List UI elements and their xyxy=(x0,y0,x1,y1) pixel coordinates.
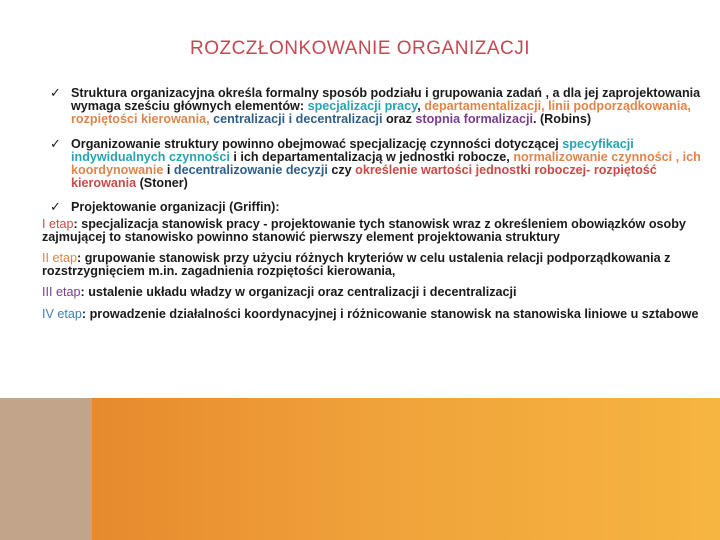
slide-title: ROZCZŁONKOWANIE ORGANIZACJI xyxy=(189,38,531,59)
stage-paragraph xyxy=(42,286,714,299)
slide-body xyxy=(42,87,714,321)
bullet-text-segment: Organizowanie struktury powinno obejmować specjalizację czynności dotyczącej xyxy=(71,136,563,151)
stage-text: : ustalenie układu władzy w organizacji oraz centralizacji i decentralizacji xyxy=(80,285,517,300)
stage-label: IV etap xyxy=(42,306,82,321)
footer-left-block xyxy=(0,398,92,540)
bullet-text-segment: czy xyxy=(327,163,356,178)
stage-text: : prowadzenie działalności koordynacyjnej i różnicowanie stanowisk na stanowiska liniowe u sztabowe xyxy=(81,306,699,321)
bullet-item xyxy=(42,201,714,214)
bullet-item xyxy=(42,135,714,191)
bullet-text-segment: decentralizowanie decyzji xyxy=(173,163,328,178)
bullet-text-segment: departamentalizacji, linii podporządkowania, rozpiętości kierowania, xyxy=(71,99,691,127)
stage-text: : grupowanie stanowisk przy użyciu różnych kryteriów w celu ustalenia relacji podporządkowania z rozstrzygnięciem m.in. zagadnienia rozpiętości kierowania, xyxy=(42,251,671,279)
bullet-text-segment: określenie wartości jednostki roboczej- rozpiętość kierowania xyxy=(71,163,657,191)
bullet-text-segment: (Stoner) xyxy=(136,176,188,191)
bullet-text-segment: i xyxy=(163,163,174,178)
stage-label: III etap xyxy=(42,285,81,300)
bullet-text-segment: normalizowanie czynności , ich koordynowanie xyxy=(71,149,701,178)
stage-paragraph xyxy=(42,218,714,244)
bullet-text-segment: i ich departamentalizacją w jednostki robocze, xyxy=(229,149,514,164)
bullet-text-segment: , xyxy=(417,99,425,114)
checkmark-icon: ✓ xyxy=(50,85,61,100)
bullet-text-segment: stopnia formalizacji xyxy=(415,112,533,127)
stage-paragraph xyxy=(42,252,714,278)
checkmark-icon: ✓ xyxy=(50,135,61,151)
checkmark-icon: ✓ xyxy=(50,199,61,215)
bullet-text-segment: Projektowanie organizacji (Griffin): xyxy=(71,200,280,215)
stage-label: I etap xyxy=(42,216,74,231)
stage-text: : specjalizacja stanowisk pracy - projektowanie tych stanowisk wraz z określeniem obowiązków osoby zajmującej to stanowisko powinno stanowić pierwszy element projektowania struktury xyxy=(42,216,686,244)
bullet-text-segment: specyfikacji indywidualnych czynności xyxy=(71,136,634,164)
bullet-item xyxy=(42,87,714,127)
bullet-text-segment: centralizacji i decentralizacji xyxy=(209,112,383,127)
bullet-list xyxy=(42,87,714,215)
bullet-text-segment: specjalizacji pracy xyxy=(307,99,418,114)
footer-right-block xyxy=(92,398,720,540)
stage-label: II etap xyxy=(42,251,78,266)
bullet-text-segment: oraz xyxy=(382,112,416,127)
footer-band xyxy=(0,398,720,540)
bullet-text-segment: . (Robins) xyxy=(532,112,592,127)
stage-paragraph xyxy=(42,308,714,321)
stage-list xyxy=(42,218,714,321)
bullet-text-segment: Struktura organizacyjna określa formalny sposób podziału i grupowania zadań , a dla jej zaprojektowania wymaga sześciu głównych elementów: xyxy=(71,86,701,114)
